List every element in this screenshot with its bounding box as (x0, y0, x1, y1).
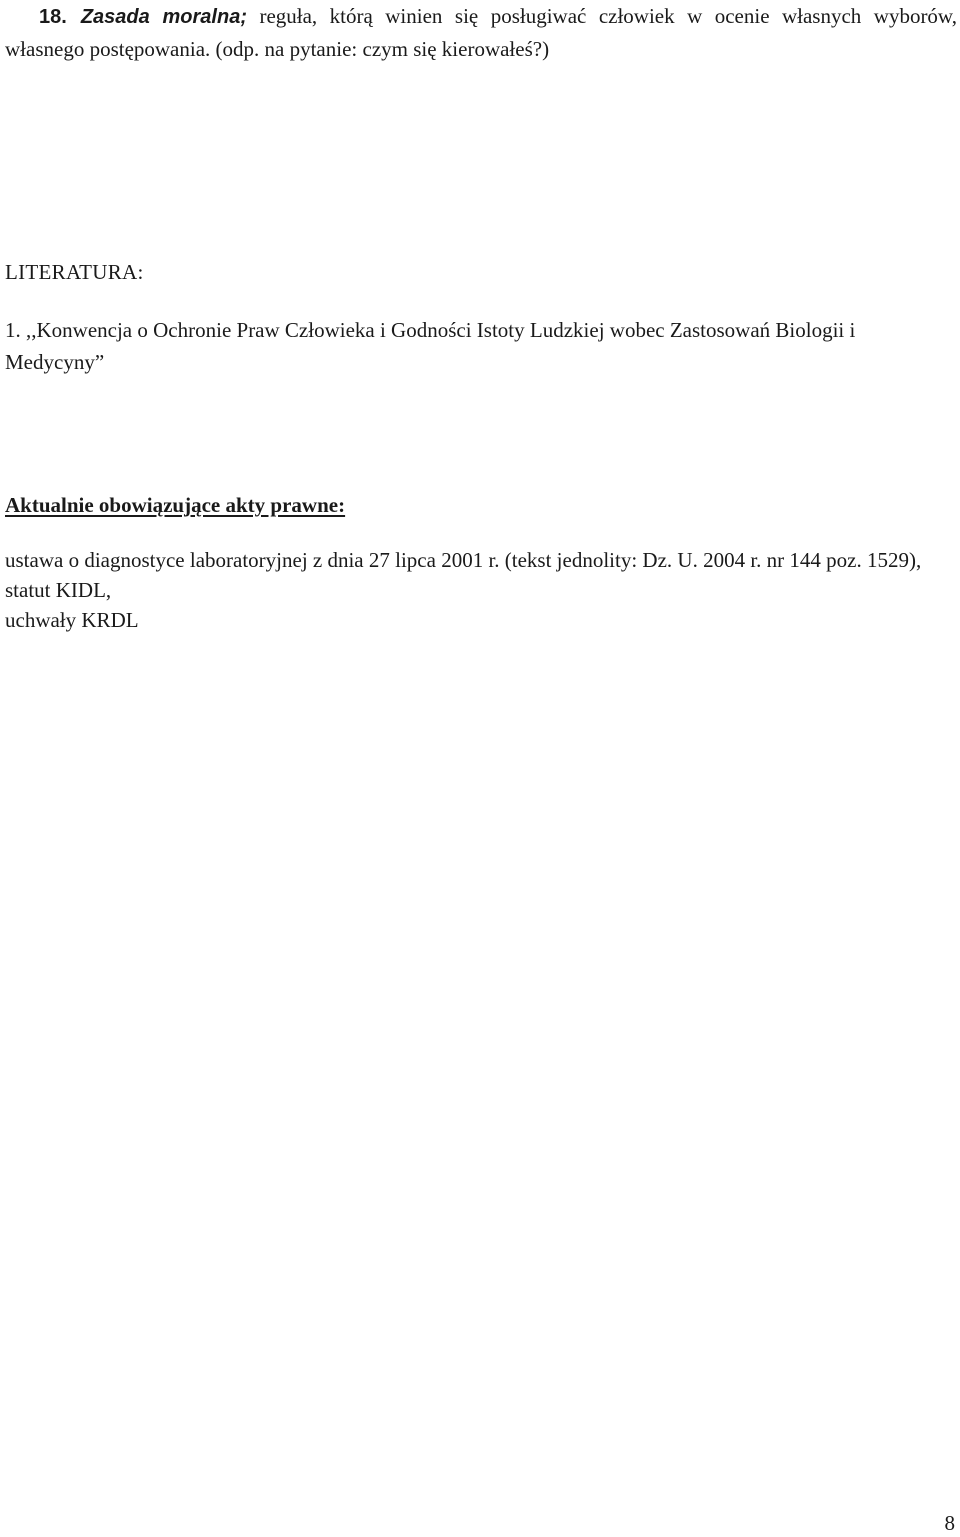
legal-act-item: ustawa o diagnostyce laboratoryjnej z dnia 27 lipca 2001 r. (tekst jednolity: Dz. U. 2004 r. nr 144 poz. 1529), (5, 548, 922, 572)
legal-acts-heading: Aktualnie obowiązujące akty prawne: (5, 493, 346, 517)
item-number: 18. (39, 6, 67, 28)
page-number: 8 (944, 1511, 955, 1535)
item-definition: reguła, którą winien się posługiwać człowiek w ocenie własnych wyborów, własnego postępowania. (odp. na pytanie: czym się kierowałeś?) (5, 4, 957, 61)
definition-item-18 (5, 0, 957, 65)
legal-act-item: uchwały KRDL (5, 608, 139, 632)
legal-acts-list (5, 545, 955, 635)
literature-heading: LITERATURA: (5, 260, 144, 284)
item-term: Zasada moralna; (80, 6, 247, 28)
legal-act-item: statut KIDL, (5, 578, 112, 602)
literature-item: 1. ,,Konwencja o Ochronie Praw Człowieka i Godności Istoty Ludzkiej wobec Zastosowań Biologii i Medycyny” (5, 318, 856, 374)
